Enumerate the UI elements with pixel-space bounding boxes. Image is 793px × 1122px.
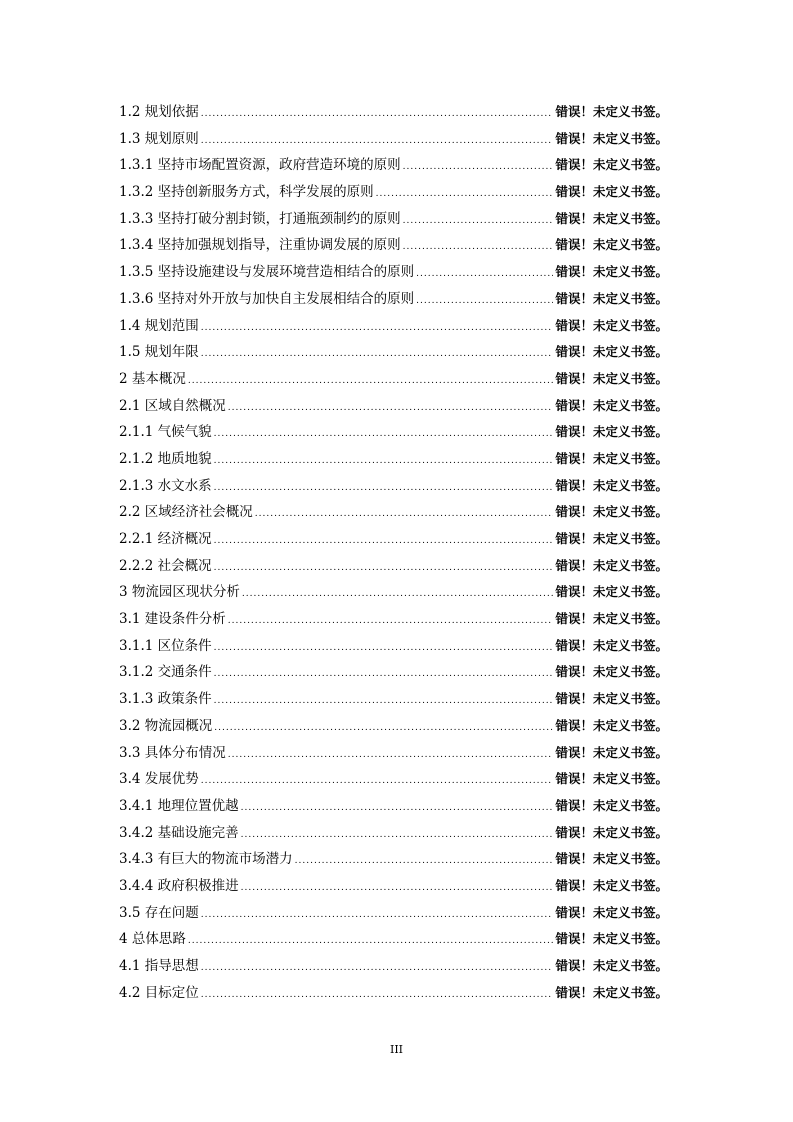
toc-dot-leader (214, 661, 554, 688)
toc-entry-title: 3.4.2 基础设施完善 (119, 824, 239, 841)
toc-dot-leader (201, 768, 554, 795)
toc-entry[interactable] (119, 953, 668, 980)
toc-entry-page: 错误！未定义书签。 (555, 504, 668, 520)
toc-dot-leader (201, 101, 554, 128)
toc-dot-leader (416, 288, 553, 315)
toc-entry-title: 2.2 区域经济社会概况 (119, 504, 253, 521)
toc-entry[interactable] (119, 579, 668, 606)
toc-dot-leader (214, 448, 554, 475)
toc-entry-title: 1.3 规划原则 (119, 130, 199, 147)
toc-entry-title: 2.2.1 经济概况 (119, 531, 212, 547)
toc-entry-title: 1.3.2 坚持创新服务方式，科学发展的原则 (119, 184, 374, 201)
toc-dot-leader (403, 154, 554, 181)
toc-entry[interactable] (119, 499, 668, 526)
toc-entry[interactable] (119, 232, 668, 259)
toc-entry[interactable] (119, 740, 668, 767)
toc-dot-leader (403, 234, 554, 261)
toc-entry-title: 3.3 具体分布情况 (119, 744, 226, 761)
toc-entry-title: 3.1 建设条件分析 (119, 611, 226, 628)
toc-entry-title: 2 基本概况 (119, 370, 186, 387)
toc-entry-title: 1.5 规划年限 (119, 344, 199, 361)
toc-dot-leader (241, 795, 554, 822)
toc-entry-title: 1.4 规划范围 (119, 317, 199, 334)
toc-entry-title: 3.5 存在问题 (119, 904, 199, 921)
toc-entry[interactable] (119, 793, 668, 820)
toc-entry[interactable] (119, 366, 668, 393)
toc-entry-title: 3.2 物流园概况 (119, 717, 213, 734)
toc-entry[interactable] (119, 713, 668, 740)
toc-dot-leader (201, 982, 554, 1009)
toc-entry[interactable] (119, 873, 668, 900)
toc-entry-page: 错误！未定义书签。 (555, 424, 668, 440)
toc-dot-leader (201, 341, 554, 368)
toc-dot-leader (214, 475, 554, 502)
toc-entry-page: 错误！未定义书签。 (555, 157, 668, 173)
toc-entry-page: 错误！未定义书签。 (555, 584, 668, 600)
toc-entry-title: 1.3.3 坚持打破分割封锁，打通瓶颈制约的原则 (119, 210, 401, 227)
toc-entry[interactable] (119, 179, 668, 206)
toc-dot-leader (188, 928, 554, 955)
toc-dot-leader (228, 395, 554, 422)
toc-entry[interactable] (119, 606, 668, 633)
toc-entry[interactable] (119, 926, 668, 953)
toc-entry-title: 1.3.4 坚持加强规划指导，注重协调发展的原则 (119, 237, 401, 254)
toc-entry-page: 错误！未定义书签。 (555, 984, 668, 1000)
toc-dot-leader (228, 742, 554, 769)
toc-entry-page: 错误！未定义书签。 (555, 851, 668, 867)
toc-entry-page: 错误！未定义书签。 (555, 637, 668, 653)
table-of-contents (119, 99, 668, 1006)
toc-entry-title: 2.2.2 社会概况 (119, 557, 212, 574)
toc-entry-page: 错误！未定义书签。 (555, 744, 668, 760)
toc-entry-page: 错误！未定义书签。 (555, 904, 668, 920)
toc-dot-leader (295, 848, 554, 875)
toc-dot-leader (214, 715, 553, 742)
toc-dot-leader (214, 555, 554, 582)
toc-entry[interactable] (119, 820, 668, 847)
toc-entry-page: 错误！未定义书签。 (555, 130, 668, 146)
toc-entry-page: 错误！未定义书签。 (555, 290, 668, 306)
toc-entry[interactable] (119, 553, 668, 580)
toc-dot-leader (242, 581, 554, 608)
toc-entry[interactable] (119, 900, 668, 927)
toc-dot-leader (201, 128, 554, 155)
toc-entry-title: 2.1.3 水文水系 (119, 477, 212, 494)
toc-dot-leader (376, 181, 554, 208)
toc-entry-title: 1.3.1 坚持市场配置资源，政府营造环境的原则 (119, 157, 401, 174)
toc-entry-title: 4.2 目标定位 (119, 984, 199, 1001)
toc-entry-page: 错误！未定义书签。 (555, 477, 668, 493)
toc-entry-page: 错误！未定义书签。 (555, 264, 668, 280)
toc-dot-leader (416, 261, 553, 288)
toc-entry-page: 错误！未定义书签。 (555, 344, 668, 360)
toc-entry[interactable] (119, 766, 668, 793)
toc-entry-title: 4.1 指导思想 (119, 958, 199, 974)
toc-entry-page: 错误！未定义书签。 (555, 450, 668, 466)
toc-entry-title: 3.4.4 政府积极推进 (119, 877, 239, 894)
toc-entry-title: 2.1.1 气候气貌 (119, 424, 212, 441)
toc-entry[interactable] (119, 99, 668, 126)
toc-dot-leader (201, 902, 554, 929)
toc-entry-title: 3 物流园区现状分析 (119, 584, 240, 601)
toc-entry-title: 3.4 发展优势 (119, 771, 199, 788)
toc-entry[interactable] (119, 152, 668, 179)
toc-dot-leader (403, 208, 554, 235)
toc-entry-title: 3.1.1 区位条件 (119, 637, 212, 654)
page-number: III (389, 1043, 404, 1056)
toc-entry-page: 错误！未定义书签。 (555, 531, 668, 546)
toc-entry[interactable] (119, 286, 668, 313)
toc-entry-page: 错误！未定义书签。 (555, 104, 668, 119)
toc-entry[interactable] (119, 980, 668, 1007)
toc-dot-leader (241, 875, 554, 902)
toc-entry-title: 2.1 区域自然概况 (119, 397, 226, 414)
toc-entry-title: 3.1.2 交通条件 (119, 664, 212, 681)
toc-entry-page: 错误！未定义书签。 (555, 824, 668, 840)
toc-entry[interactable] (119, 206, 668, 233)
toc-entry[interactable] (119, 526, 668, 553)
toc-entry-page: 错误！未定义书签。 (555, 370, 668, 386)
toc-entry-page: 错误！未定义书签。 (555, 717, 668, 733)
toc-entry-page: 错误！未定义书签。 (555, 664, 668, 680)
toc-dot-leader (241, 822, 554, 849)
toc-entry[interactable] (119, 659, 668, 686)
toc-dot-leader (214, 421, 554, 448)
toc-dot-leader (214, 688, 554, 715)
toc-entry[interactable] (119, 339, 668, 366)
toc-entry[interactable] (119, 126, 668, 153)
toc-entry[interactable] (119, 473, 668, 500)
toc-entry[interactable] (119, 633, 668, 660)
toc-dot-leader (228, 608, 554, 635)
toc-entry-page: 错误！未定义书签。 (555, 931, 668, 947)
toc-dot-leader (201, 315, 554, 342)
toc-entry-page: 错误！未定义书签。 (555, 877, 668, 893)
toc-entry-title: 4 总体思路 (119, 931, 186, 948)
toc-entry-title: 1.3.5 坚持设施建设与发展环境营造相结合的原则 (119, 264, 415, 281)
toc-entry-page: 错误！未定义书签。 (555, 210, 668, 226)
toc-dot-leader (214, 635, 554, 662)
toc-entry-page: 错误！未定义书签。 (555, 184, 668, 200)
toc-entry-page: 错误！未定义书签。 (555, 958, 668, 973)
toc-entry[interactable] (119, 686, 668, 713)
toc-entry-page: 错误！未定义书签。 (555, 237, 668, 253)
toc-entry-title: 1.2 规划依据 (119, 104, 199, 120)
toc-entry[interactable] (119, 846, 668, 873)
toc-entry-page: 错误！未定义书签。 (555, 397, 668, 413)
toc-entry[interactable] (119, 393, 668, 420)
toc-entry[interactable] (119, 419, 668, 446)
toc-entry-page: 错误！未定义书签。 (555, 317, 668, 333)
toc-entry-page: 错误！未定义书签。 (555, 797, 668, 813)
toc-entry[interactable] (119, 259, 668, 286)
toc-dot-leader (214, 528, 554, 555)
toc-entry[interactable] (119, 446, 668, 473)
toc-entry-page: 错误！未定义书签。 (555, 691, 668, 707)
toc-entry-title: 1.3.6 坚持对外开放与加快自主发展相结合的原则 (119, 290, 415, 307)
toc-entry-title: 2.1.2 地质地貌 (119, 450, 212, 467)
toc-entry-page: 错误！未定义书签。 (555, 771, 668, 787)
toc-entry-page: 错误！未定义书签。 (555, 611, 668, 627)
toc-entry[interactable] (119, 313, 668, 340)
toc-entry-page: 错误！未定义书签。 (555, 557, 668, 573)
toc-entry-title: 3.4.1 地理位置优越 (119, 797, 239, 814)
toc-dot-leader (188, 368, 554, 395)
toc-entry-title: 3.1.3 政策条件 (119, 691, 212, 708)
toc-dot-leader (201, 955, 554, 982)
toc-dot-leader (255, 501, 554, 528)
toc-entry-title: 3.4.3 有巨大的物流市场潜力 (119, 851, 293, 868)
